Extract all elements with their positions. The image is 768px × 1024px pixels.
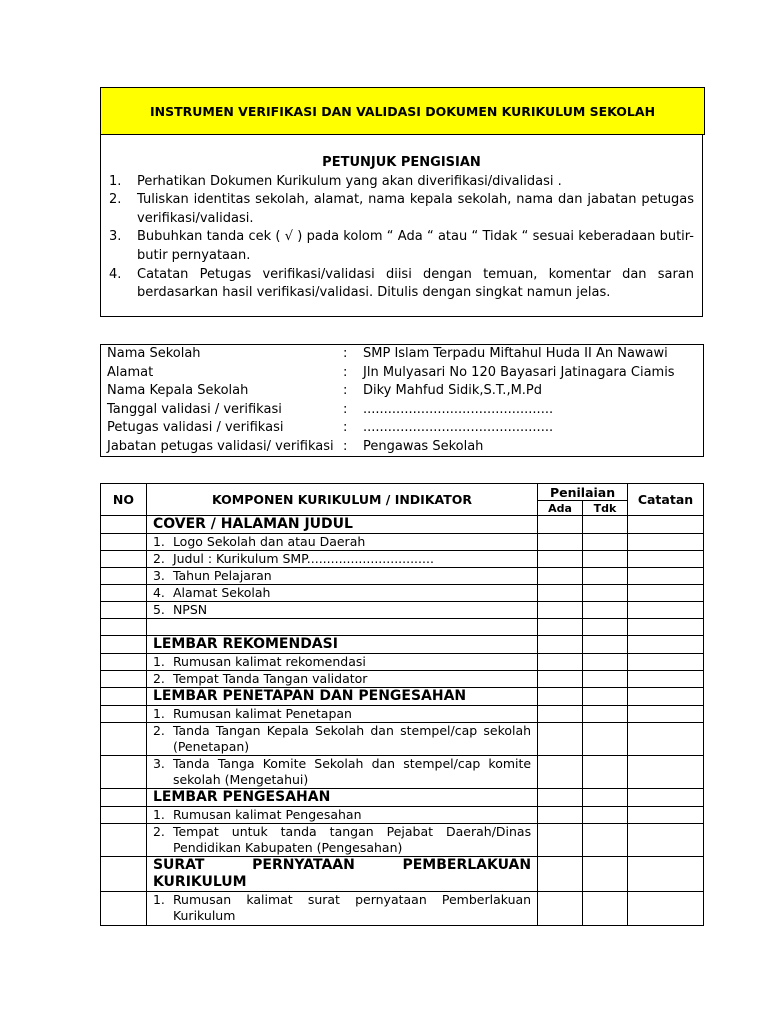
cell-catatan[interactable] — [628, 789, 704, 807]
indicator-text: Rumusan kalimat Pengesahan — [172, 807, 362, 822]
indicator-text: Judul : Kurikulum SMP................................ — [172, 551, 434, 566]
cell-no — [101, 654, 147, 671]
identity-value: SMP Islam Terpadu Miftahul Huda II An Nawawi — [363, 346, 668, 361]
cell-no — [101, 824, 147, 857]
instruction-item — [109, 266, 694, 303]
cell-catatan[interactable] — [628, 568, 704, 585]
cell-component — [146, 756, 537, 789]
indicator-text: Rumusan kalimat Penetapan — [172, 706, 352, 721]
indicator-item — [153, 551, 531, 567]
indicator-text: Tempat untuk tanda tangan Pejabat Daerah/Dinas Pendidikan Kabupaten (Pengesahan) — [172, 824, 532, 855]
identity-row — [107, 419, 697, 438]
table-row — [101, 756, 704, 789]
cell-ada[interactable] — [538, 857, 583, 892]
instruction-number: 3. — [109, 229, 122, 245]
identity-label: Alamat — [107, 364, 154, 380]
indicator-text: Tempat Tanda Tangan validator — [172, 671, 368, 686]
indicator-text: Rumusan kalimat rekomendasi — [172, 654, 366, 669]
cell-component — [146, 602, 537, 619]
cell-ada[interactable] — [538, 706, 583, 723]
instruction-number: 4. — [109, 266, 122, 282]
cell-no — [101, 602, 147, 619]
cell-component — [146, 671, 537, 688]
header-tdk: Tdk — [583, 501, 628, 516]
identity-colon: : — [343, 383, 348, 399]
cell-no — [101, 789, 147, 807]
checklist-body — [101, 516, 704, 926]
cell-no — [101, 636, 147, 654]
cell-ada[interactable] — [538, 671, 583, 688]
cell-component — [146, 534, 537, 551]
table-row — [101, 892, 704, 926]
table-row — [101, 568, 704, 585]
cell-catatan[interactable] — [628, 516, 704, 534]
instruction-text: Perhatikan Dokumen Kurikulum yang akan diverifikasi/divalidasi . — [137, 173, 562, 189]
indicator-number: 3. — [152, 568, 165, 583]
cell-tdk[interactable] — [583, 807, 628, 824]
header-catatan: Catatan — [628, 484, 704, 516]
identity-colon: : — [343, 420, 348, 436]
cell-tdk[interactable] — [583, 671, 628, 688]
identity-value: Pengawas Sekolah — [363, 438, 484, 454]
indicator-text: Rumusan kalimat surat pernyataan Pemberlakuan Kurikulum — [172, 892, 532, 923]
cell-tdk[interactable] — [583, 756, 628, 789]
table-row — [101, 585, 704, 602]
cell-tdk[interactable] — [583, 551, 628, 568]
indicator-number: 2. — [152, 551, 165, 566]
cell-no — [101, 568, 147, 585]
cell-no — [101, 892, 147, 926]
cell-ada[interactable] — [538, 892, 583, 926]
cell-no — [101, 516, 147, 534]
section-heading: LEMBAR PENGESAHAN — [152, 789, 331, 805]
table-row — [101, 857, 704, 892]
cell-ada[interactable] — [538, 619, 583, 636]
cell-catatan[interactable] — [628, 706, 704, 723]
cell-tdk[interactable] — [583, 619, 628, 636]
instructions-box — [100, 135, 703, 317]
cell-tdk[interactable] — [583, 585, 628, 602]
cell-component — [146, 824, 537, 857]
indicator-item — [153, 534, 531, 550]
cell-catatan[interactable] — [628, 824, 704, 857]
indicator-text: Logo Sekolah dan atau Daerah — [172, 534, 366, 549]
cell-component — [146, 857, 537, 892]
cell-component — [146, 723, 537, 756]
indicator-number: 2. — [152, 824, 165, 839]
table-row — [101, 516, 704, 534]
indicator-item — [153, 824, 531, 856]
section-heading: LEMBAR REKOMENDASI — [152, 636, 338, 652]
cell-ada[interactable] — [538, 516, 583, 534]
identity-colon: : — [343, 401, 348, 417]
instruction-number: 1. — [109, 173, 122, 189]
indicator-number: 1. — [152, 807, 165, 822]
indicator-number: 4. — [152, 585, 165, 600]
cell-component — [146, 619, 537, 636]
header-penilaian: Penilaian — [538, 484, 628, 501]
indicator-number: 1. — [152, 534, 165, 549]
indicator-text: Tahun Pelajaran — [172, 568, 272, 583]
cell-ada[interactable] — [538, 723, 583, 756]
instruction-text: Tuliskan identitas sekolah, alamat, nama kepala sekolah, nama dan jabatan petugas verifikasi/validasi. — [137, 192, 694, 226]
cell-tdk[interactable] — [583, 516, 628, 534]
cell-component — [146, 654, 537, 671]
table-row — [101, 602, 704, 619]
indicator-text: Tanda Tanga Komite Sekolah dan stempel/cap komite sekolah (Mengetahui) — [172, 756, 532, 787]
section-heading: LEMBAR PENETAPAN DAN PENGESAHAN — [152, 688, 467, 704]
cell-tdk[interactable] — [583, 534, 628, 551]
identity-row — [107, 401, 697, 420]
identity-label: Tanggal validasi / verifikasi — [107, 401, 282, 417]
cell-no — [101, 585, 147, 602]
indicator-number: 2. — [152, 723, 165, 738]
cell-catatan[interactable] — [628, 723, 704, 756]
cell-tdk[interactable] — [583, 892, 628, 926]
header-component: KOMPONEN KURIKULUM / INDIKATOR — [146, 484, 537, 516]
cell-component — [146, 892, 537, 926]
cell-catatan[interactable] — [628, 534, 704, 551]
table-row — [101, 723, 704, 756]
table-row — [101, 619, 704, 636]
cell-tdk[interactable] — [583, 602, 628, 619]
cell-catatan[interactable] — [628, 619, 704, 636]
indicator-number: 5. — [152, 602, 165, 617]
cell-ada[interactable] — [538, 568, 583, 585]
cell-no — [101, 619, 147, 636]
checklist-table — [100, 483, 704, 926]
cell-ada[interactable] — [538, 654, 583, 671]
identity-label: Nama Sekolah — [107, 346, 201, 361]
cell-catatan[interactable] — [628, 892, 704, 926]
cell-no — [101, 723, 147, 756]
section-heading: COVER / HALAMAN JUDUL — [152, 516, 353, 532]
indicator-number: 3. — [152, 756, 165, 771]
identity-colon: : — [343, 364, 348, 380]
cell-catatan[interactable] — [628, 857, 704, 892]
cell-component — [146, 807, 537, 824]
cell-component — [146, 551, 537, 568]
cell-catatan[interactable] — [628, 585, 704, 602]
table-row — [101, 688, 704, 706]
cell-ada[interactable] — [538, 688, 583, 706]
table-row — [101, 824, 704, 857]
instruction-text: Bubuhkan tanda cek ( √ ) pada kolom “ Ada “ atau “ Tidak “ sesuai keberadaan butir-butir pernyataan. — [137, 229, 694, 263]
cell-tdk[interactable] — [583, 568, 628, 585]
indicator-item — [153, 654, 531, 670]
identity-row — [107, 438, 697, 457]
cell-component — [146, 789, 537, 807]
document-title: INSTRUMEN VERIFIKASI DAN VALIDASI DOKUMEN KURIKULUM SEKOLAH — [100, 87, 705, 135]
header-no: NO — [101, 484, 147, 516]
indicator-number: 1. — [152, 892, 165, 907]
header-ada: Ada — [538, 501, 583, 516]
cell-catatan[interactable] — [628, 671, 704, 688]
cell-ada[interactable] — [538, 824, 583, 857]
identity-row — [107, 382, 697, 401]
cell-catatan[interactable] — [628, 602, 704, 619]
table-row — [101, 671, 704, 688]
table-row — [101, 789, 704, 807]
cell-ada[interactable] — [538, 789, 583, 807]
cell-no — [101, 807, 147, 824]
cell-ada[interactable] — [538, 636, 583, 654]
table-row — [101, 706, 704, 723]
indicator-item — [153, 585, 531, 601]
cell-catatan[interactable] — [628, 688, 704, 706]
cell-ada[interactable] — [538, 807, 583, 824]
cell-tdk[interactable] — [583, 789, 628, 807]
cell-no — [101, 706, 147, 723]
instruction-item — [109, 228, 694, 265]
cell-ada[interactable] — [538, 756, 583, 789]
cell-catatan[interactable] — [628, 807, 704, 824]
identity-value: Diky Mahfud Sidik,S.T.,M.Pd — [363, 383, 543, 399]
cell-tdk[interactable] — [583, 824, 628, 857]
identity-value: .............................................. — [363, 420, 554, 436]
cell-no — [101, 688, 147, 706]
identity-label: Jabatan petugas validasi/ verifikasi — [107, 438, 334, 454]
indicator-number: 2. — [152, 671, 165, 686]
table-row — [101, 654, 704, 671]
cell-catatan[interactable] — [628, 756, 704, 789]
indicator-item — [153, 671, 531, 687]
cell-catatan[interactable] — [628, 636, 704, 654]
indicator-text: Alamat Sekolah — [172, 585, 271, 600]
table-row — [101, 551, 704, 568]
indicator-item — [153, 807, 531, 823]
cell-no — [101, 857, 147, 892]
identity-value: Jln Mulyasari No 120 Bayasari Jatinagara Ciamis — [363, 364, 675, 380]
indicator-item — [153, 602, 531, 618]
table-row — [101, 636, 704, 654]
cell-component — [146, 516, 537, 534]
identity-row — [107, 345, 697, 364]
instruction-item — [109, 191, 694, 228]
indicator-item — [153, 756, 531, 788]
indicator-item — [153, 706, 531, 722]
indicator-number: 1. — [152, 654, 165, 669]
cell-no — [101, 551, 147, 568]
identity-label: Nama Kepala Sekolah — [107, 383, 249, 399]
section-heading: SURAT PERNYATAAN PEMBERLAKUAN KURIKULUM — [152, 857, 532, 890]
indicator-number: 1. — [152, 706, 165, 721]
cell-no — [101, 756, 147, 789]
identity-colon: : — [343, 346, 348, 361]
cell-no — [101, 671, 147, 688]
cell-tdk[interactable] — [583, 636, 628, 654]
instruction-item — [109, 173, 694, 192]
instructions-list — [109, 173, 694, 303]
cell-tdk[interactable] — [583, 688, 628, 706]
cell-ada[interactable] — [538, 602, 583, 619]
indicator-item — [153, 892, 531, 924]
indicator-item — [153, 723, 531, 755]
cell-tdk[interactable] — [583, 654, 628, 671]
identity-row — [107, 364, 697, 383]
cell-catatan[interactable] — [628, 654, 704, 671]
cell-tdk[interactable] — [583, 723, 628, 756]
cell-tdk[interactable] — [583, 706, 628, 723]
cell-catatan[interactable] — [628, 551, 704, 568]
identity-label: Petugas validasi / verifikasi — [107, 420, 284, 436]
instruction-text: Catatan Petugas verifikasi/validasi diisi dengan temuan, komentar dan saran berdasarkan hasil verifikasi/validasi. Ditulis dengan singkat namun jelas. — [137, 266, 694, 301]
instruction-number: 2. — [109, 192, 122, 208]
table-row — [101, 534, 704, 551]
indicator-text: NPSN — [172, 602, 208, 617]
school-identity-box — [100, 344, 704, 457]
cell-ada[interactable] — [538, 551, 583, 568]
cell-component — [146, 636, 537, 654]
cell-component — [146, 706, 537, 723]
indicator-text: Tanda Tangan Kepala Sekolah dan stempel/cap sekolah (Penetapan) — [172, 723, 532, 754]
cell-component — [146, 568, 537, 585]
instructions-heading: PETUNJUK PENGISIAN — [322, 155, 481, 170]
cell-ada[interactable] — [538, 585, 583, 602]
identity-colon: : — [343, 438, 348, 454]
indicator-item — [153, 568, 531, 584]
cell-no — [101, 534, 147, 551]
table-row — [101, 807, 704, 824]
cell-component — [146, 585, 537, 602]
identity-value: .............................................. — [363, 401, 554, 417]
cell-tdk[interactable] — [583, 857, 628, 892]
cell-ada[interactable] — [538, 534, 583, 551]
cell-component — [146, 688, 537, 706]
